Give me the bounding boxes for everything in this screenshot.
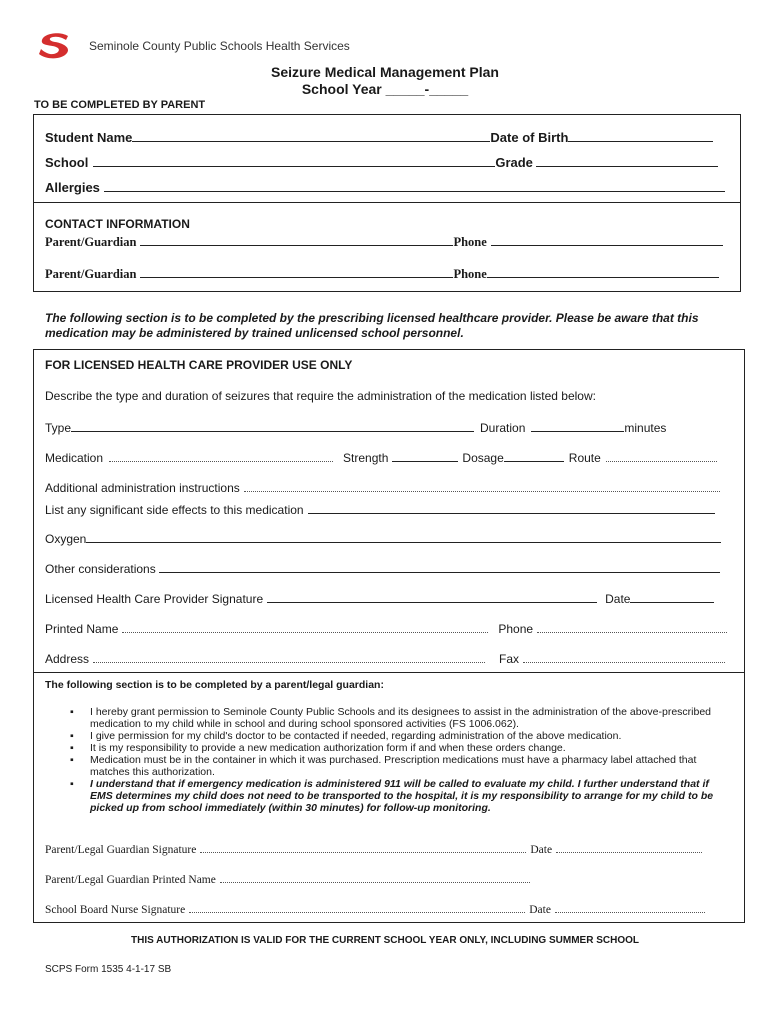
school-label: School	[45, 155, 89, 170]
nurse-date-field[interactable]	[555, 900, 705, 913]
additional-field[interactable]	[244, 479, 720, 492]
form-title: Seizure Medical Management Plan	[271, 64, 499, 80]
oxygen-row	[45, 530, 721, 546]
dob-label: Date of Birth	[490, 130, 569, 145]
describe-text: Describe the type and duration of seizures that require the administration of the medication listed below:	[45, 389, 596, 403]
list-item: ▪ I hereby grant permission to Seminole County Public Schools and its designees to assist in the administration of the above-prescribed medication to my child while in school and during school sponsored activities (FS 1006.062).	[70, 706, 712, 730]
route-field[interactable]	[606, 449, 717, 462]
side-effects-label: List any significant side effects to this medication	[45, 503, 304, 517]
type-label: Type	[45, 421, 72, 435]
nurse-date-label: Date	[529, 904, 551, 916]
dosage-label: Dosage	[462, 451, 504, 465]
printed-name-label: Printed Name	[45, 622, 119, 636]
provider-note: The following section is to be completed by the prescribing licensed healthcare provider. Please be aware that this medication may be administered by trained unlicensed school personnel.	[45, 311, 699, 340]
student-name-field[interactable]	[132, 129, 490, 142]
bullet-icon: ▪	[70, 742, 74, 754]
phone-field-1[interactable]	[491, 233, 723, 246]
list-item: ▪ I give permission for my child's doctor to be contacted if needed, regarding administration of the above medication.	[70, 730, 622, 742]
strength-field[interactable]	[392, 449, 458, 462]
guardian-signature-field[interactable]	[200, 840, 526, 853]
guardian-signature-row	[45, 840, 702, 856]
form-id: SCPS Form 1535 4-1-17 SB	[45, 964, 172, 975]
list-item: ▪ Medication must be in the container in which it was purchased. Prescription medications must have a pharmacy label attached that matches this authorization.	[70, 754, 697, 778]
nurse-signature-field[interactable]	[189, 900, 525, 913]
medication-label: Medication	[45, 451, 104, 465]
provider-heading: FOR LICENSED HEALTH CARE PROVIDER USE ONLY	[45, 358, 353, 372]
medication-row	[45, 449, 717, 465]
printed-name-field[interactable]	[122, 620, 488, 633]
student-name-row	[45, 129, 713, 145]
parent-guardian-label-2: Parent/Guardian	[45, 267, 137, 281]
provider-phone-label: Phone	[498, 622, 534, 636]
provider-date-field[interactable]	[630, 590, 714, 603]
provider-signature-label: Licensed Health Care Provider Signature	[45, 592, 264, 606]
contact-row-2	[45, 265, 719, 282]
additional-label: Additional administration instructions	[45, 481, 240, 495]
address-field[interactable]	[93, 650, 485, 663]
guardian-heading: The following section is to be completed by a parent/legal guardian:	[45, 679, 384, 691]
bullet-icon: ▪	[70, 706, 74, 718]
guardian-date-field[interactable]	[556, 840, 702, 853]
side-effects-row	[45, 501, 715, 517]
bullet-icon: ▪	[70, 754, 74, 766]
provider-phone-field[interactable]	[537, 620, 727, 633]
guardian-date-label: Date	[530, 844, 553, 856]
parent-guardian-field-2[interactable]	[140, 265, 453, 278]
student-name-label: Student Name	[45, 130, 133, 145]
guardian-signature-label: Parent/Legal Guardian Signature	[45, 844, 197, 856]
allergies-row	[45, 179, 725, 195]
type-field[interactable]	[71, 419, 474, 432]
oxygen-label: Oxygen	[45, 532, 87, 546]
fax-label: Fax	[499, 652, 520, 666]
fax-field[interactable]	[523, 650, 725, 663]
parent-section-heading: TO BE COMPLETED BY PARENT	[34, 99, 206, 111]
contact-heading: CONTACT INFORMATION	[45, 217, 190, 231]
provider-date-label: Date	[605, 592, 631, 606]
other-field[interactable]	[159, 560, 720, 573]
school-row	[45, 154, 718, 170]
allergies-field[interactable]	[104, 179, 725, 192]
phone-field-2[interactable]	[487, 265, 719, 278]
nurse-signature-row	[45, 900, 705, 916]
bullet-icon: ▪	[70, 778, 74, 790]
grade-field[interactable]	[536, 154, 718, 167]
other-row	[45, 560, 720, 576]
route-label: Route	[568, 451, 601, 465]
phone-label-2: Phone	[453, 267, 487, 281]
strength-label: Strength	[343, 451, 389, 465]
contact-row-1	[45, 233, 723, 250]
address-label: Address	[45, 652, 90, 666]
guardian-divider	[33, 672, 745, 673]
oxygen-field[interactable]	[86, 530, 721, 543]
duration-label: Duration	[480, 421, 526, 435]
allergies-label: Allergies	[45, 180, 100, 195]
guardian-printed-label: Parent/Legal Guardian Printed Name	[45, 874, 216, 886]
list-item: ▪ It is my responsibility to provide a new medication authorization form if and when these orders change.	[70, 742, 566, 754]
other-label: Other considerations	[45, 562, 156, 576]
bullet-icon: ▪	[70, 730, 74, 742]
printed-name-row	[45, 620, 727, 636]
dob-field[interactable]	[568, 129, 713, 142]
grade-label: Grade	[495, 155, 533, 170]
address-row	[45, 650, 725, 666]
guardian-printed-row	[45, 870, 530, 886]
provider-signature-field[interactable]	[267, 590, 597, 603]
provider-box	[33, 349, 745, 923]
phone-label-1: Phone	[453, 235, 487, 249]
minutes-label: minutes	[624, 421, 667, 435]
guardian-printed-field[interactable]	[220, 870, 530, 883]
contact-divider	[33, 202, 741, 203]
duration-field[interactable]	[531, 419, 624, 432]
medication-field[interactable]	[109, 449, 333, 462]
guardian-bullets	[38, 706, 730, 814]
type-row	[45, 419, 666, 435]
provider-signature-row	[45, 590, 714, 606]
nurse-signature-label: School Board Nurse Signature	[45, 904, 186, 916]
org-name: Seminole County Public Schools Health Services	[89, 39, 350, 53]
school-year: School Year _____-_____	[301, 81, 469, 97]
scps-logo-icon	[38, 32, 72, 60]
additional-row	[45, 479, 720, 495]
school-field[interactable]	[93, 154, 495, 167]
list-item: ▪ I understand that if emergency medication is administered 911 will be called to evaluate my child. I further understand that if EMS determines my child does not need to be transported to the hospital, it is my responsibility to arrange for my child to be picked up from school immediately (within 30 minutes) for follow-up monitoring.	[70, 778, 714, 814]
validity-notice: THIS AUTHORIZATION IS VALID FOR THE CURRENT SCHOOL YEAR ONLY, INCLUDING SUMMER SCHOOL	[131, 935, 639, 946]
parent-guardian-label-1: Parent/Guardian	[45, 235, 137, 249]
dosage-field[interactable]	[504, 449, 564, 462]
parent-guardian-field-1[interactable]	[140, 233, 453, 246]
side-effects-field[interactable]	[308, 501, 715, 514]
